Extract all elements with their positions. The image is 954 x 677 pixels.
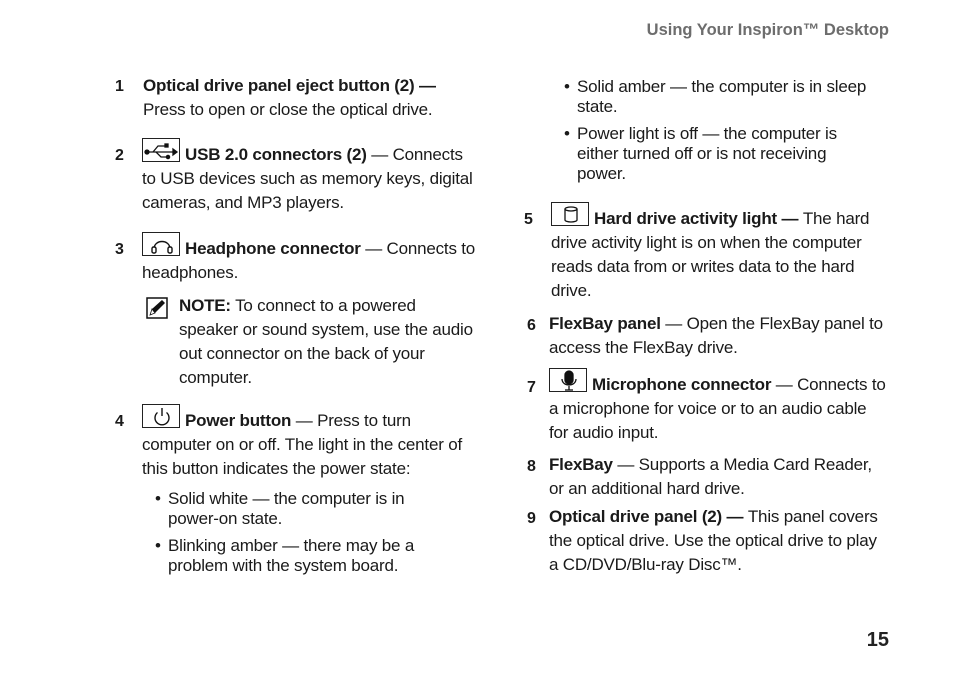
item-8-number: 8 <box>527 458 536 475</box>
item-2-title: USB 2.0 connectors (2) <box>185 145 367 164</box>
item-4-number: 4 <box>115 413 124 430</box>
power-state-list-continued <box>564 77 874 191</box>
item-8: FlexBay — Supports a Media Card Reader, or an additional hard drive. <box>549 455 872 498</box>
list-item: • Solid white — the computer is in power-on state. <box>155 489 455 529</box>
item-9-text: This panel covers the optical drive. Use the optical drive to play a CD/DVD/Blu-ray Disc™. <box>549 507 878 574</box>
item-4-text: Press to turn computer on or off. The light in the center of this button indicates the power state: <box>142 411 462 478</box>
item-3-title: Headphone connector <box>185 239 361 258</box>
power-icon <box>142 404 180 428</box>
power-state-list <box>155 489 455 583</box>
item-2: USB 2.0 connectors (2) — Connects to USB devices such as memory keys, digital cameras, and MP3 players. <box>142 138 477 215</box>
item-9-number: 9 <box>527 510 536 527</box>
item-2-number: 2 <box>115 147 124 164</box>
page-number: 15 <box>866 629 889 651</box>
item-1: Optical drive panel eject button (2) — Press to open or close the optical drive. <box>143 76 436 119</box>
item-2-text: Connects to USB devices such as memory keys, digital cameras, and MP3 players. <box>142 145 473 212</box>
hard-drive-icon <box>551 202 589 226</box>
item-7-text: Connects to a microphone for voice or to an audio cable for audio input. <box>549 375 886 442</box>
item-5-text: The hard drive activity light is on when the computer reads data from or writes data to the hard drive. <box>551 209 870 300</box>
item-9: Optical drive panel (2) — This panel covers the optical drive. Use the optical drive to play a CD/DVD/Blu-ray Disc™. <box>549 507 878 574</box>
item-6-number: 6 <box>527 317 536 334</box>
list-item: • Power light is off — the computer is either turned off or is not receiving power. <box>564 124 874 184</box>
note-label: NOTE: <box>179 296 231 315</box>
microphone-icon <box>549 368 587 392</box>
item-7: Microphone connector — Connects to a microphone for voice or to an audio cable for audio input. <box>549 368 889 445</box>
usb-icon <box>142 138 180 162</box>
item-6-text: Open the FlexBay panel to access the FlexBay drive. <box>549 314 883 357</box>
headphone-icon <box>142 232 180 256</box>
item-4: Power button — Press to turn computer on or off. The light in the center of this button indicates the power state: <box>142 404 477 481</box>
item-3: Headphone connector — Connects to headphones. <box>142 232 477 285</box>
item-7-title: Microphone connector <box>592 375 772 394</box>
item-5-title: Hard drive activity light <box>594 209 777 228</box>
list-item: • Solid amber — the computer is in sleep state. <box>564 77 874 117</box>
running-header: Using Your Inspiron™ Desktop <box>646 21 889 39</box>
item-5: Hard drive activity light — The hard drive activity light is on when the computer reads data from or writes data to the hard drive. <box>551 202 886 303</box>
item-1-number: 1 <box>115 78 124 95</box>
item-6-title: FlexBay panel <box>549 314 661 333</box>
item-1-text: Press to open or close the optical drive. <box>143 100 433 119</box>
item-8-text: Supports a Media Card Reader, or an additional hard drive. <box>549 455 872 498</box>
item-3-number: 3 <box>115 241 124 258</box>
item-7-number: 7 <box>527 379 536 396</box>
note-text: To connect to a powered speaker or sound system, use the audio out connector on the back of your computer. <box>179 296 473 387</box>
item-1-title: Optical drive panel eject button (2) <box>143 76 415 95</box>
item-5-number: 5 <box>524 211 533 228</box>
list-item: • Blinking amber — there may be a problem with the system board. <box>155 536 455 576</box>
item-8-title: FlexBay <box>549 455 613 474</box>
item-4-title: Power button <box>185 411 292 430</box>
item-9-title: Optical drive panel (2) <box>549 507 723 526</box>
item-3-text: Connects to headphones. <box>142 239 476 282</box>
item-6: FlexBay panel — Open the FlexBay panel to access the FlexBay drive. <box>549 314 883 357</box>
note-pencil-icon <box>146 297 168 319</box>
note <box>179 294 474 390</box>
